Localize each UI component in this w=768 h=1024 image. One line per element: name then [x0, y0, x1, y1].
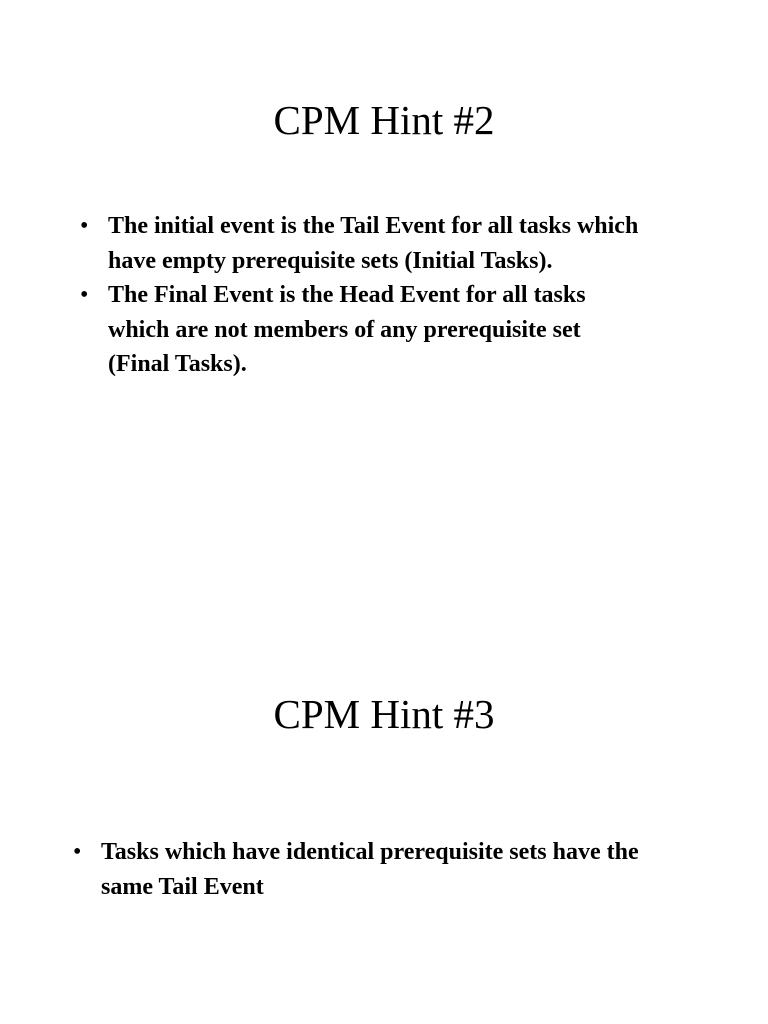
slide-title: CPM Hint #2 — [273, 97, 495, 143]
slide-title: CPM Hint #3 — [273, 691, 495, 737]
bullet-item — [73, 835, 673, 904]
bullet-marker: • — [73, 839, 82, 865]
bullet-list — [73, 835, 673, 904]
bullet-text: Tasks which have identical prerequisite sets have the same Tail Event — [101, 839, 639, 900]
bullet-text: The Final Event is the Head Event for all tasks which are not members of any prerequisite set (Final Tasks). — [108, 282, 586, 377]
bullet-marker: • — [80, 282, 89, 308]
bullet-list — [80, 209, 640, 382]
bullet-item — [80, 278, 640, 382]
bullet-marker: • — [80, 213, 89, 239]
slide-cpm-hint-3 — [0, 512, 768, 1024]
bullet-text: The initial event is the Tail Event for all tasks which have empty prerequisite sets (Initial Tasks). — [108, 213, 639, 274]
bullet-item — [80, 209, 640, 278]
